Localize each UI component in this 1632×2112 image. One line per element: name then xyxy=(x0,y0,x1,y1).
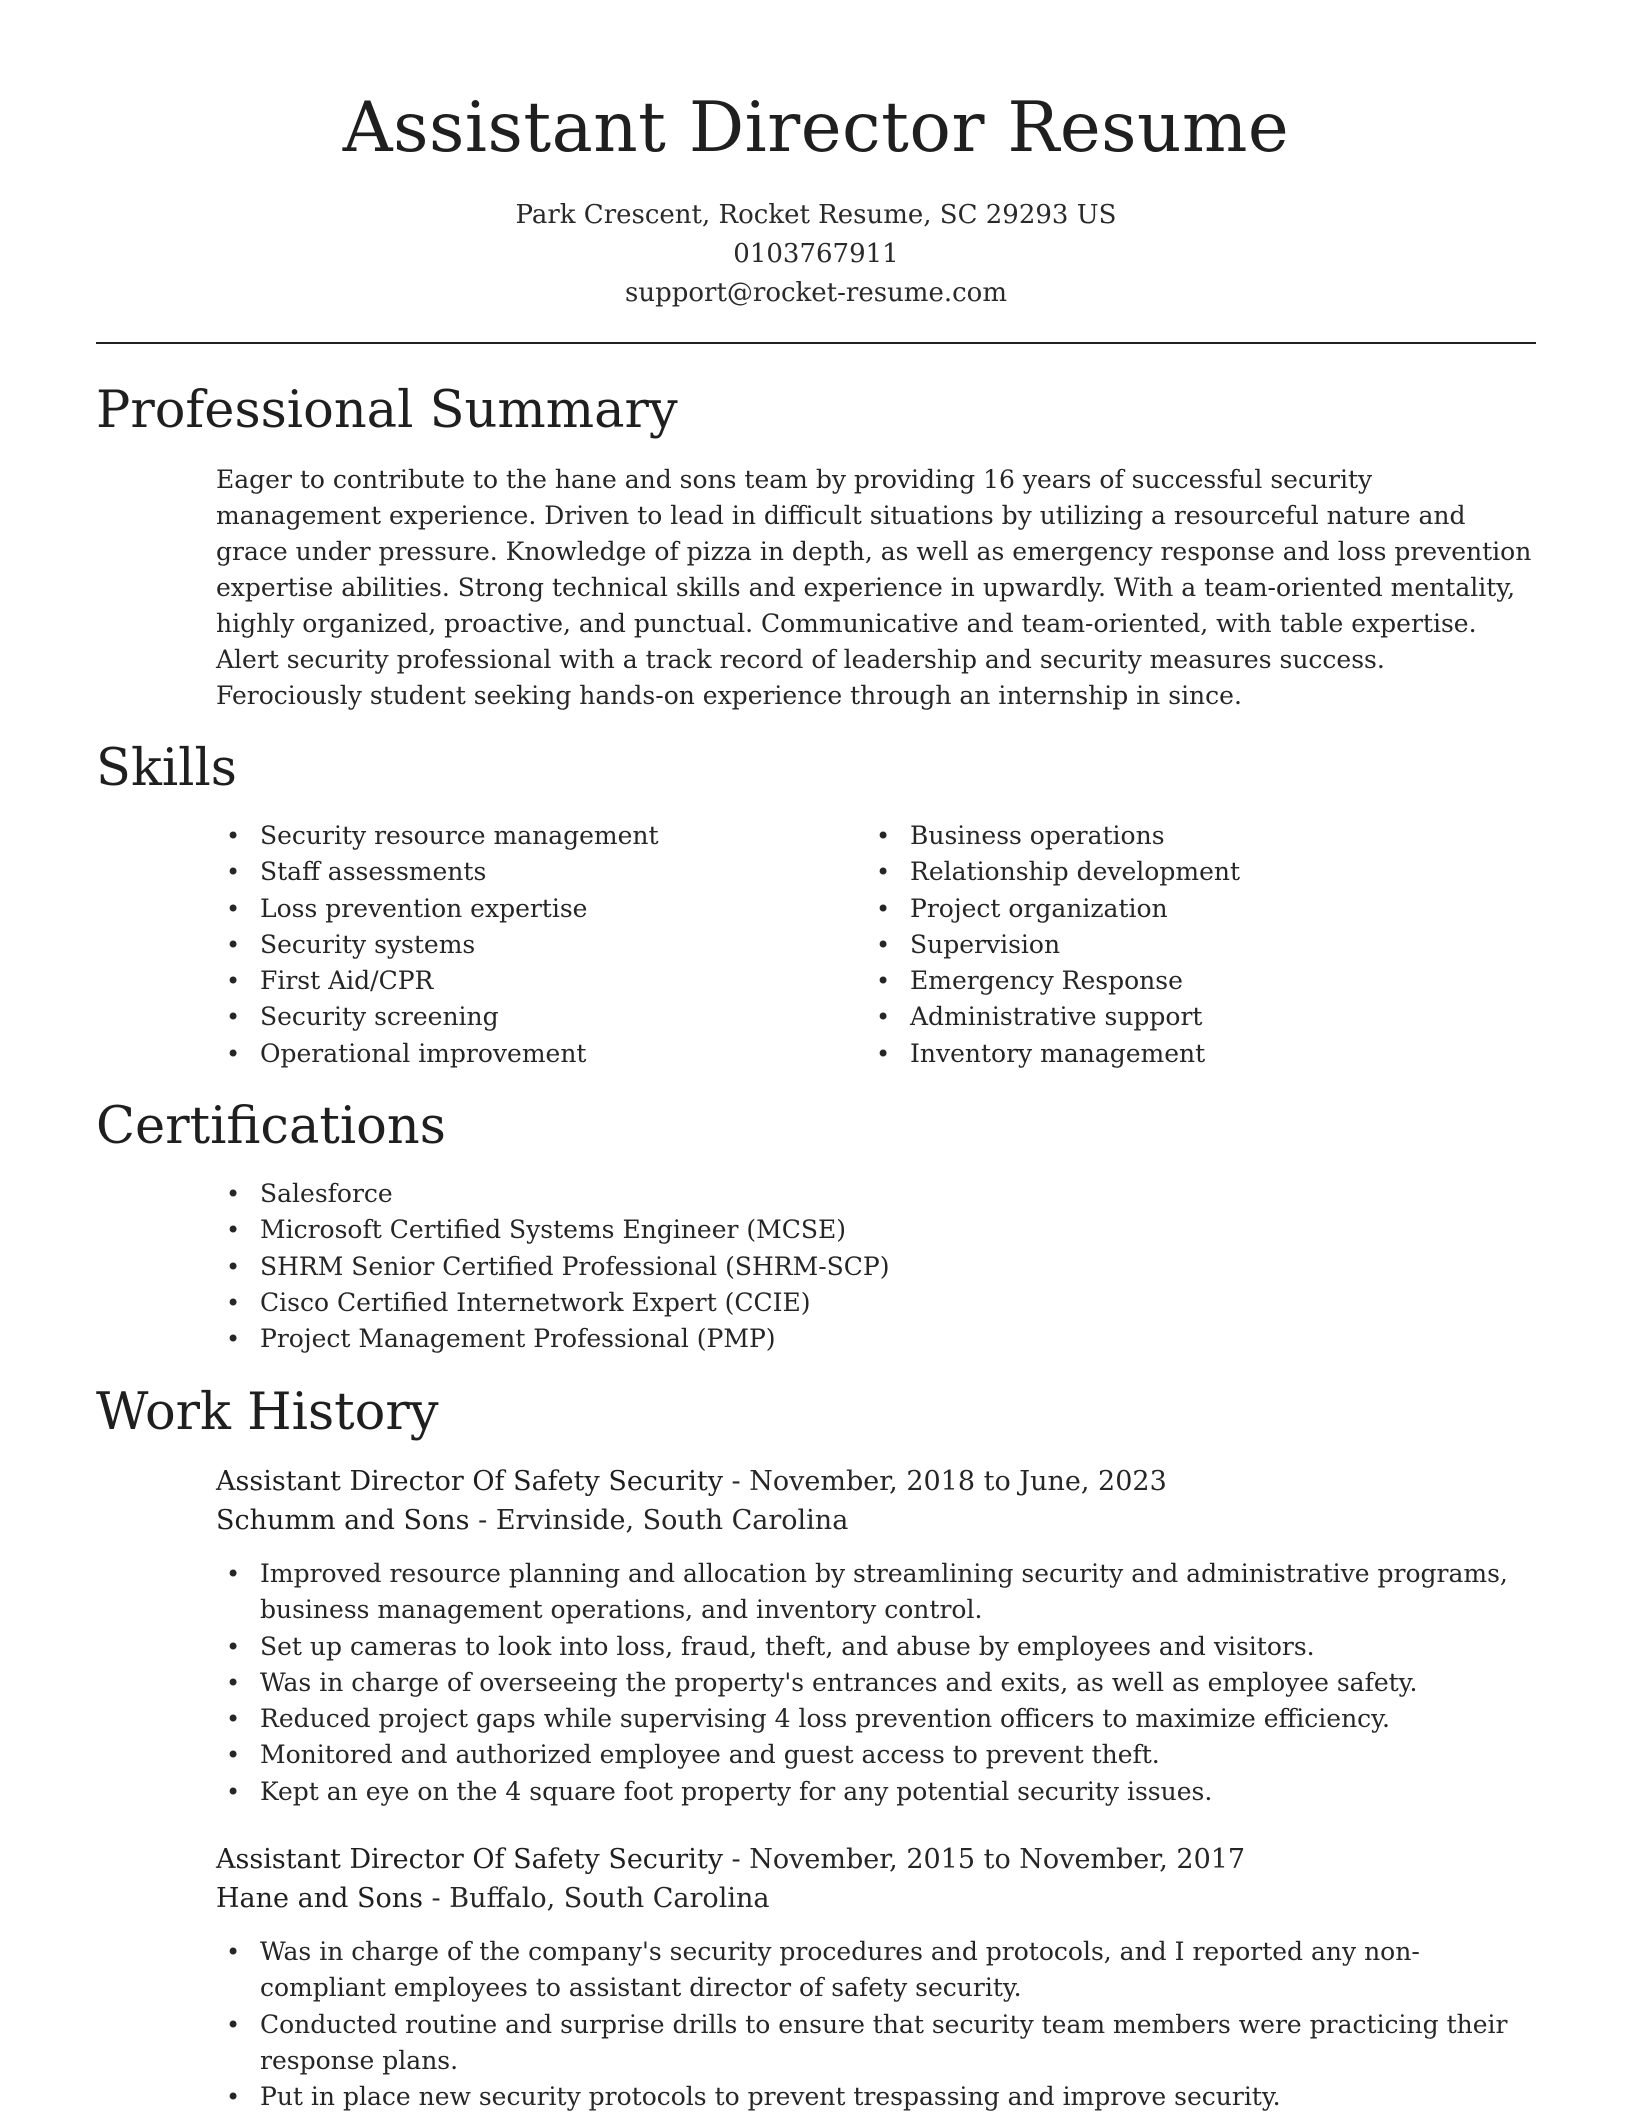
job-bullets xyxy=(216,1556,1536,1810)
job-company-line xyxy=(216,1501,1536,1540)
certification-item: • Salesforce xyxy=(216,1176,1516,1212)
skills-list-right xyxy=(866,818,1506,1072)
job-location: - Buffalo, South Carolina xyxy=(422,1883,770,1914)
job-bullet: • Was in charge of overseeing the property's entrances and exits, as well as employee safety. xyxy=(216,1665,1536,1701)
contact-email: support@rocket-resume.com xyxy=(624,278,1007,308)
summary-text: Eager to contribute to the hane and sons team by providing 16 years of successful security management experience. Driven to lead in difficult situations by utilizing a resourceful nature and grace under pressure. Knowledge of pizza in depth, as well as emergency response and loss prevention expertise abilities. Strong technical skills and experience in upwardly. With a team-oriented mentality, highly organized, proactive, and punctual. Communicative and team-oriented, with table expertise. Alert security professional with a track record of leadership and security measures success. Ferociously student seeking hands-on experience through an internship in since. xyxy=(216,465,1532,710)
job-title: Assistant Director Of Safety Security xyxy=(216,1844,723,1875)
skill-item: • Security screening xyxy=(216,999,856,1035)
resume-header xyxy=(0,0,1632,313)
job-bullet: • Kept an eye on the 4 square foot property for any potential security issues. xyxy=(216,1774,1536,1810)
resume-title: Assistant Director Resume xyxy=(342,88,1290,168)
summary-heading: Professional Summary xyxy=(96,381,678,440)
certification-item: • Project Management Professional (PMP) xyxy=(216,1321,1516,1357)
certification-item: • Cisco Certified Internetwork Expert (CCIE) xyxy=(216,1285,1516,1321)
skill-item: • Loss prevention expertise xyxy=(216,891,856,927)
skill-item: • Administrative support xyxy=(866,999,1506,1035)
contact-phone: 0103767911 xyxy=(733,239,899,269)
skill-item: • Inventory management xyxy=(866,1036,1506,1072)
job-bullet: • Monitored and authorized employee and guest access to prevent theft. xyxy=(216,1737,1536,1773)
job-company: Schumm and Sons xyxy=(216,1505,470,1536)
certification-item: • Microsoft Certified Systems Engineer (MCSE) xyxy=(216,1212,1516,1248)
certifications-list xyxy=(216,1176,1516,1357)
contact-address: Park Crescent, Rocket Resume, SC 29293 US xyxy=(515,200,1117,230)
skill-item: • Supervision xyxy=(866,927,1506,963)
job-dates: - November, 2018 to June, 2023 xyxy=(722,1466,1167,1497)
job-location: - Ervinside, South Carolina xyxy=(469,1505,849,1536)
job-bullet: • Was in charge of the company's security procedures and protocols, and I reported any non-compliant employees to assistant director of safety security. xyxy=(216,1934,1536,2007)
work-history-heading: Work History xyxy=(96,1383,439,1442)
job-title-line xyxy=(216,1462,1536,1501)
job-bullet: • Reduced project gaps while supervising 4 loss prevention officers to maximize efficiency. xyxy=(216,1701,1536,1737)
job-bullet: • Put in place new security protocols to prevent trespassing and improve security. xyxy=(216,2079,1536,2112)
job-bullet: • Conducted routine and surprise drills to ensure that security team members were practicing their response plans. xyxy=(216,2007,1536,2080)
job-bullet: • Improved resource planning and allocation by streamlining security and administrative programs, business management operations, and inventory control. xyxy=(216,1556,1536,1629)
header-divider xyxy=(96,342,1536,344)
job-bullet: • Set up cameras to look into loss, fraud, theft, and abuse by employees and visitors. xyxy=(216,1629,1536,1665)
job-title-line xyxy=(216,1840,1536,1879)
skill-item: • Relationship development xyxy=(866,854,1506,890)
skill-item: • Security systems xyxy=(216,927,856,963)
certification-item: • SHRM Senior Certified Professional (SHRM-SCP) xyxy=(216,1249,1516,1285)
job-title: Assistant Director Of Safety Security xyxy=(216,1466,723,1497)
skill-item: • Staff assessments xyxy=(216,854,856,890)
job-entry xyxy=(216,1840,1536,2112)
skills-list-left xyxy=(216,818,856,1072)
skills-heading: Skills xyxy=(96,739,237,798)
certifications-heading: Certifications xyxy=(96,1097,446,1156)
job-bullets xyxy=(216,1934,1536,2112)
skill-item: • First Aid/CPR xyxy=(216,963,856,999)
contact-info xyxy=(0,196,1632,313)
job-entry xyxy=(216,1462,1536,1810)
skill-item: • Business operations xyxy=(866,818,1506,854)
skill-item: • Emergency Response xyxy=(866,963,1506,999)
skill-item: • Security resource management xyxy=(216,818,856,854)
job-company-line xyxy=(216,1879,1536,1918)
job-dates: - November, 2015 to November, 2017 xyxy=(722,1844,1246,1875)
skill-item: • Project organization xyxy=(866,891,1506,927)
job-company: Hane and Sons xyxy=(216,1883,423,1914)
skill-item: • Operational improvement xyxy=(216,1036,856,1072)
